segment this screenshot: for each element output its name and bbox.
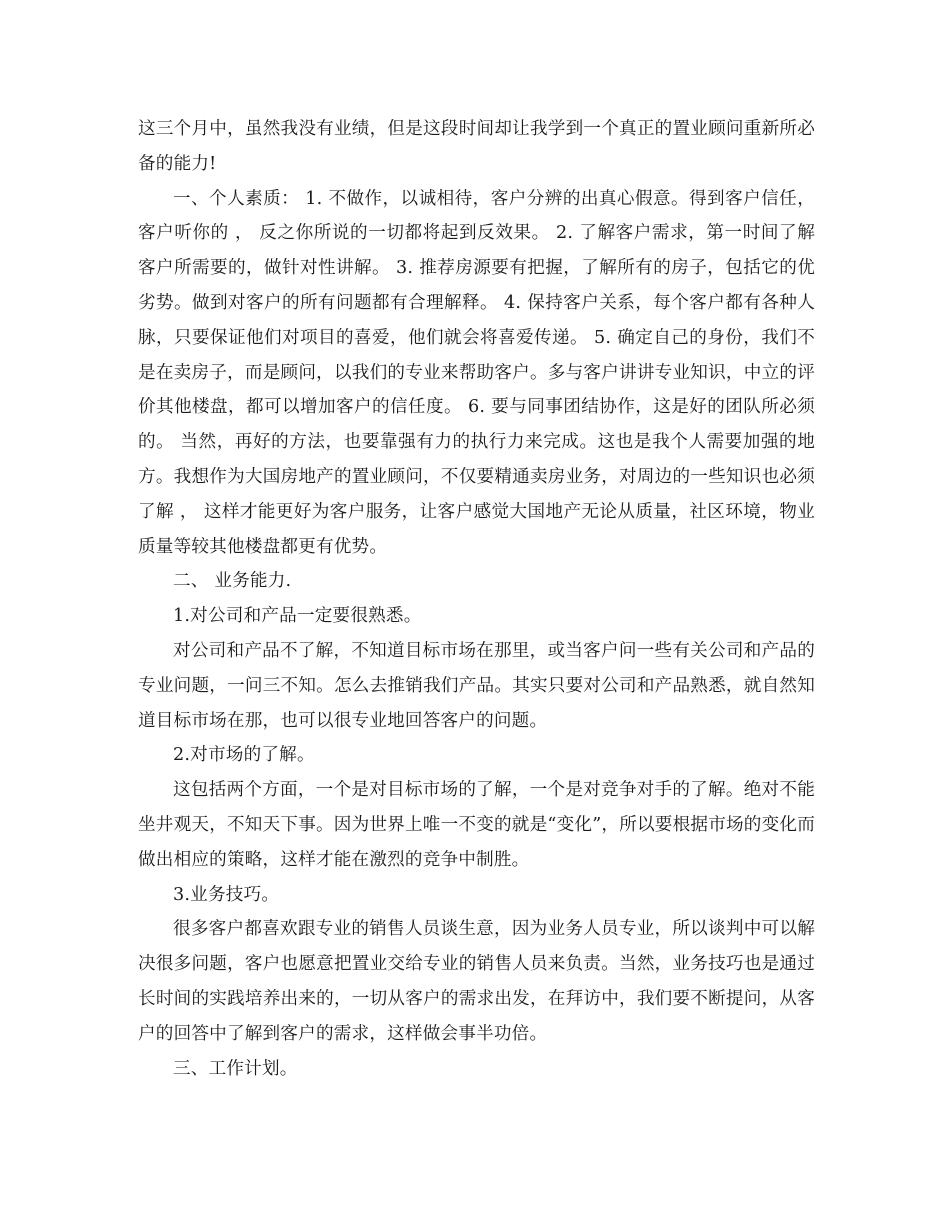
paragraph-personal-quality: 一、个人素质： 1. 不做作，以诚相待，客户分辨的出真心假意。得到客户信任，客户听你的 ， 反之你所说的一切都将起到反效果。 2. 了解客户需求，第一时间了解客户所需要的，做针对性讲解。 3. 推荐房源要有把握，了解所有的房子，包括它的优劣势。做到对客户的所有问题都有合理解释。 4. 保持客户关系，每个客户都有各种人脉，只要保证他们对项目的喜爱，他们就会将喜爱传递。 5. 确定自己的身份，我们不是在卖房子，而是顾问，以我们的专业来帮助客户。多与客户讲讲专业知识，中立的评价其他楼盘，都可以增加客户的信任度。 6. 要与同事团结协作，这是好的团队所必须的。 当然，再好的方法，也要靠强有力的执行力来完成。这也是我个人需要加强的地方。我想作为大国房地产的置业顾问，不仅要精通卖房业务，对周边的一些知识也必须了解 ， 这样才能更好为客户服务，让客户感觉大国地产无论从质量，社区环境，物业质量等较其他楼盘都更有优势。 bbox=[138, 188, 815, 557]
subheading-business-skills: 3.业务技巧。 bbox=[173, 884, 280, 905]
paragraph-intro: 这三个月中，虽然我没有业绩，但是这段时间却让我学到一个真正的置业顾问重新所必备的能力! bbox=[138, 119, 815, 174]
subheading-company-product: 1.对公司和产品一定要很熟悉。 bbox=[173, 606, 422, 627]
paragraph-company-product: 对公司和产品不了解，不知道目标市场在那里，或当客户问一些有关公司和产品的专业问题，一问三不知。怎么去推销我们产品。其实只要对公司和产品熟悉，就自然知道目标市场在那，也可以很专业地回答客户的问题。 bbox=[138, 640, 815, 731]
heading-business-ability: 二、 业务能力. bbox=[173, 571, 292, 592]
paragraph-business-skills: 很多客户都喜欢跟专业的销售人员谈生意，因为业务人员专业，所以谈判中可以解决很多问题，客户也愿意把置业交给专业的销售人员来负责。当然，业务技巧也是通过长时间的实践培养出来的，一切从客户的需求出发，在拜访中，我们要不断提问，从客户的回答中了解到客户的需求，这样做会事半功倍。 bbox=[138, 919, 815, 1044]
document-body bbox=[138, 112, 815, 1086]
subheading-market: 2.对市场的了解。 bbox=[173, 745, 315, 766]
paragraph-market: 这包括两个方面，一个是对目标市场的了解，一个是对竞争对手的了解。绝对不能坐井观天，不知天下事。因为世界上唯一不变的就是“变化”，所以要根据市场的变化而做出相应的策略，这样才能在激烈的竞争中制胜。 bbox=[138, 780, 815, 870]
heading-work-plan: 三、工作计划。 bbox=[173, 1058, 298, 1079]
